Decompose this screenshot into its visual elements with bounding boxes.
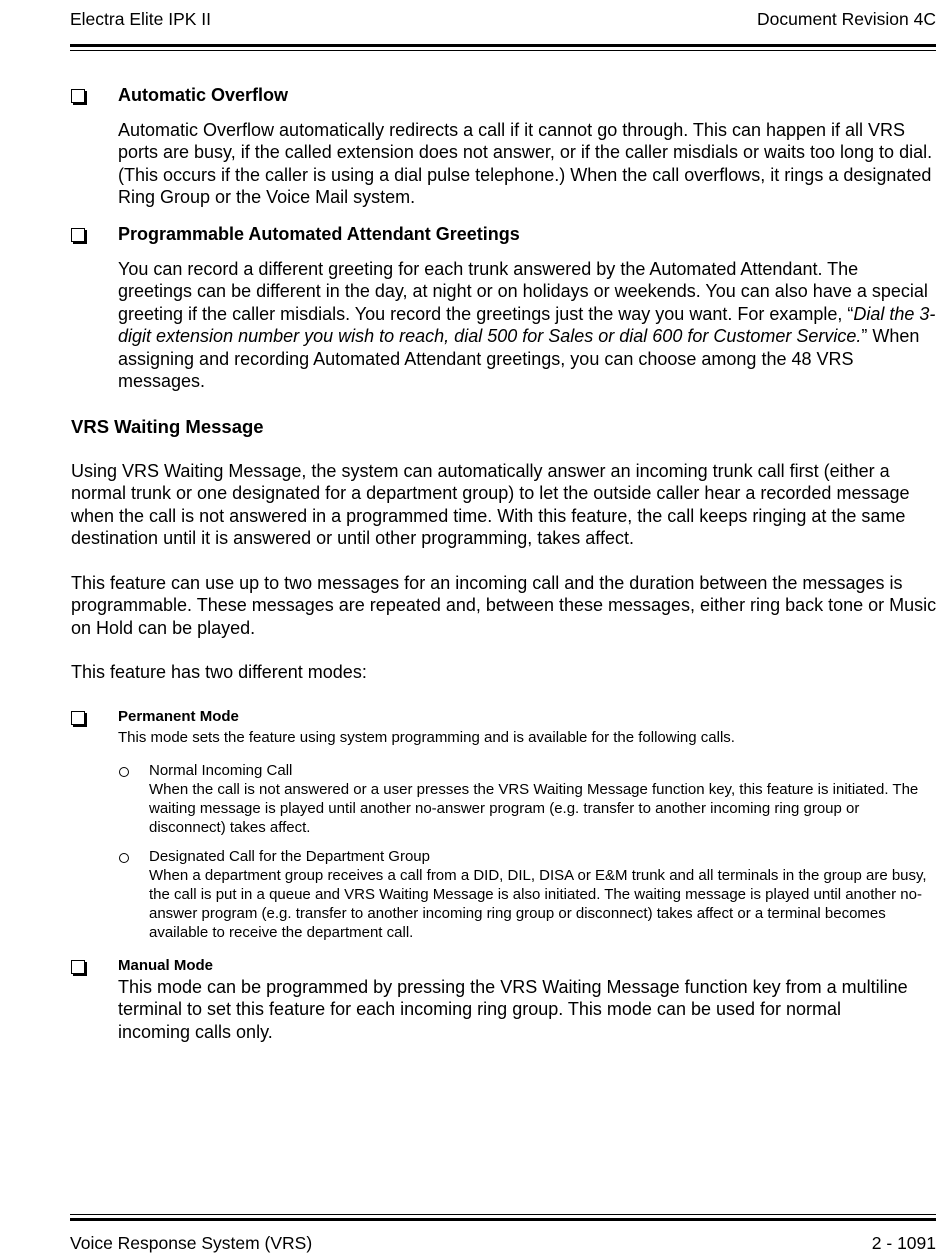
section-title: VRS Waiting Message (71, 416, 264, 437)
checkbox-bullet-icon (71, 711, 85, 725)
checkbox-bullet-icon (71, 228, 85, 242)
circle-bullet-icon (119, 853, 129, 863)
department-call-text: When a department group receives a call from a DID, DIL, DISA or E&M trunk and all terminals in the group are busy, the call is put in a queue and VRS Waiting Message is also initiated. The waiting message is played until another no-answer program (e.g. transfer to another incoming ring group or disconnect) takes affect or a terminal becomes available to receive the department call. (149, 867, 927, 941)
manual-mode-text: This mode can be programmed by pressing the VRS Waiting Message function key from a multiline terminal to set this feature for each incoming ring group. This mode can be used for normal incoming calls only. (118, 977, 908, 1042)
checkbox-bullet-icon (71, 960, 85, 974)
automatic-overflow-text: Automatic Overflow automatically redirects a call if it cannot go through. This can happen if all VRS ports are busy, if the called extension does not answer, or if the caller misdials or waits too long to dial. (This occurs if the caller is using a dial pulse telephone.) When the call overflows, it rings a designated Ring Group or the Voice Mail system. (118, 120, 933, 208)
permanent-mode-title: Permanent Mode (118, 708, 239, 725)
greetings-example-quote: Dial the 3-digit extension number you wish to reach, dial 500 for Sales or dial 600 for Customer Service. (118, 303, 936, 347)
manual-mode-title: Manual Mode (118, 957, 214, 974)
page-number: 2 - 1091 (871, 1232, 936, 1253)
page-footer (70, 1230, 936, 1256)
permanent-mode-text: This mode sets the feature using system programming and is available for the following calls. (118, 729, 735, 746)
vrs-paragraph-1: Using VRS Waiting Message, the system can automatically answer an incoming trunk call first (either a normal trunk or one designated for a department group) to let the outside caller hear a recorded message when the call is not answered in a programmed time. With this feature, the call keeps ringing at the same destination until it is answered or until other programming, takes affect. (71, 461, 910, 549)
header-product-name: Electra Elite IPK II (70, 8, 212, 29)
automatic-overflow-title: Automatic Overflow (118, 85, 289, 105)
vrs-paragraph-3: This feature has two different modes: (71, 662, 367, 682)
footer-section-name: Voice Response System (VRS) (70, 1232, 313, 1253)
normal-incoming-call-text: When the call is not answered or a user presses the VRS Waiting Message function key, this feature is initiated. The waiting message is played until another no-answer program (e.g. transfer to another incoming ring group or disconnect) takes affect. (149, 781, 919, 836)
circle-bullet-icon (119, 767, 129, 777)
header-rule (70, 44, 936, 51)
greetings-text-part2: ” When assigning and recording Automated Attendant greetings, you can choose among the 48 VRS messages. (118, 326, 920, 392)
greetings-text-part1: You can record a different greeting for each trunk answered by the Automated Attendant. The greetings can be different in the day, at night or on holidays or weekends. You can also have a special greeting if the caller misdials. You record the greetings just the way you want. For example, “ (118, 259, 928, 324)
greetings-text (118, 258, 936, 392)
department-call-title: Designated Call for the Department Group (149, 848, 430, 865)
normal-incoming-call-title: Normal Incoming Call (149, 762, 293, 779)
footer-rule (70, 1214, 936, 1221)
vrs-paragraph-2: This feature can use up to two messages for an incoming call and the duration between the messages is programmable. These messages are repeated and, between these messages, either ring back tone or Music on Hold can be played. (71, 573, 937, 638)
greetings-title: Programmable Automated Attendant Greetings (118, 224, 520, 244)
header-revision: Document Revision 4C (757, 8, 936, 29)
checkbox-bullet-icon (71, 89, 85, 103)
page-header (70, 6, 936, 32)
